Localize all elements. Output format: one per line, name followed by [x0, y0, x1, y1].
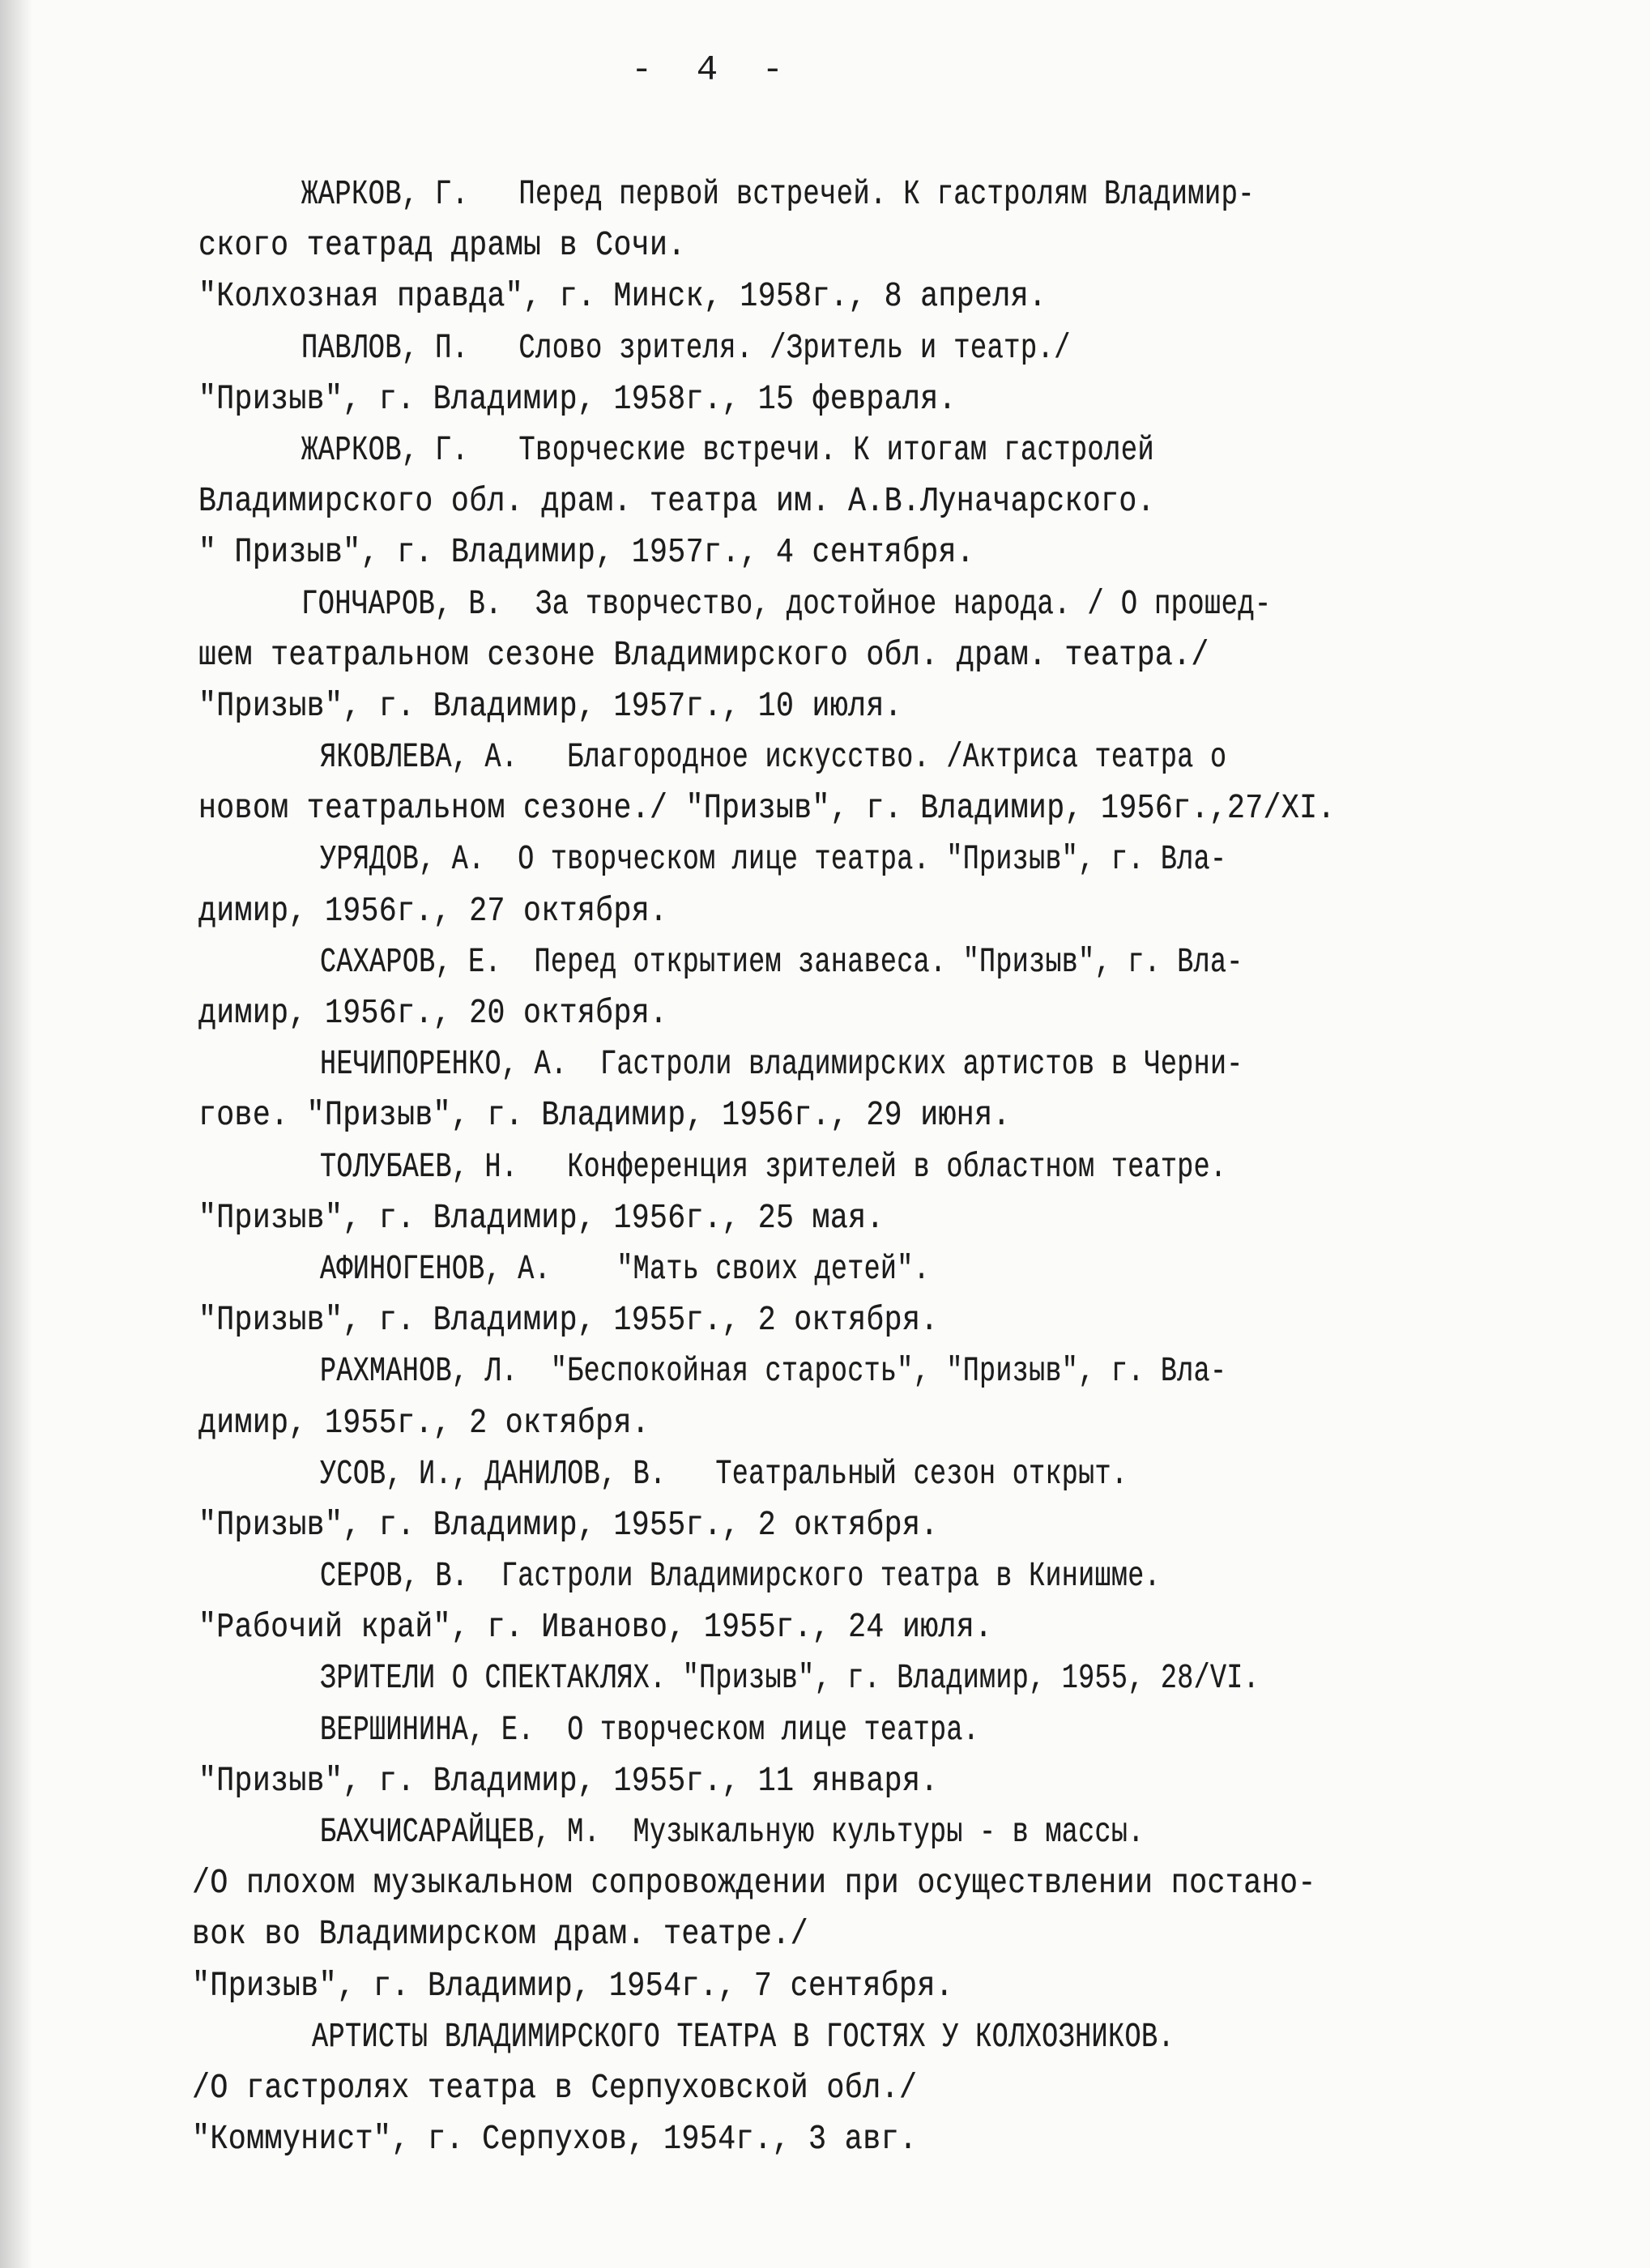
- text-line: УСОВ, И., ДАНИЛОВ, В. Театральный сезон открыт.: [320, 1453, 1128, 1494]
- bibliography-list: [0, 168, 1650, 2164]
- text-line: ВЕРШИНИНА, Е. О творческом лице театра.: [320, 1709, 980, 1750]
- text-line: РАХМАНОВ, Л. "Беспокойная старость", "Призыв", г. Вла-: [320, 1351, 1227, 1392]
- text-line: "Призыв", г. Владимир, 1958г., 15 февраля.: [198, 378, 957, 419]
- text-line: УРЯДОВ, А. О творческом лице театра. "Призыв", г. Вла-: [320, 839, 1227, 880]
- text-line: ГОНЧАРОВ, В. За творчество, достойное народа. / О прошед-: [301, 583, 1272, 624]
- text-line: "Рабочий край", г. Иваново, 1955г., 24 июля.: [198, 1607, 993, 1648]
- text-line: ЗРИТЕЛИ О СПЕКТАКЛЯХ. "Призыв", г. Владимир, 1955, 28/VI.: [320, 1658, 1260, 1699]
- text-line: гове. "Призыв", г. Владимир, 1956г., 29 июня.: [198, 1095, 1011, 1136]
- text-line: димир, 1956г., 20 октября.: [198, 993, 668, 1033]
- page-number: - 4 -: [630, 50, 795, 91]
- text-line: ЖАРКОВ, Г. Творческие встречи. К итогам гастролей: [301, 429, 1154, 470]
- text-line: "Призыв", г. Владимир, 1955г., 2 октября.: [198, 1504, 939, 1545]
- text-line: СЕРОВ, В. Гастроли Владимирского театра в Кинишме.: [320, 1556, 1161, 1597]
- text-line: ЯКОВЛЕВА, А. Благородное искусство. /Актриса театра о: [320, 737, 1227, 778]
- text-line: ТОЛУБАЕВ, Н. Конференция зрителей в областном театре.: [320, 1146, 1227, 1187]
- text-line: БАХЧИСАРАЙЦЕВ, М. Музыкальную культуры - в массы.: [320, 1812, 1145, 1852]
- text-line: " Призыв", г. Владимир, 1957г., 4 сентября.: [198, 532, 975, 573]
- text-line: "Призыв", г. Владимир, 1955г., 2 октября.: [198, 1300, 939, 1341]
- text-line: ПАВЛОВ, П. Слово зрителя. /Зритель и театр./: [301, 327, 1071, 368]
- text-line: /О плохом музыкальном сопровождении при осуществлении постано-: [192, 1863, 1316, 1904]
- text-line: НЕЧИПОРЕНКО, А. Гастроли владимирских артистов в Черни-: [320, 1044, 1243, 1085]
- text-line: шем театральном сезоне Владимирского обл. драм. театра./: [198, 634, 1209, 675]
- text-line: АРТИСТЫ ВЛАДИМИРСКОГО ТЕАТРА В ГОСТЯХ У КОЛХОЗНИКОВ.: [312, 2016, 1175, 2057]
- text-line: димир, 1955г., 2 октября.: [198, 1402, 650, 1443]
- text-line: "Колхозная правда", г. Минск, 1958г., 8 апреля.: [198, 276, 1047, 317]
- text-line: "Призыв", г. Владимир, 1954г., 7 сентября.: [192, 1965, 954, 2006]
- text-line: ского театрад драмы в Сочи.: [198, 225, 686, 266]
- text-line: Владимирского обл. драм. театра им. А.В.Луначарского.: [198, 481, 1155, 522]
- text-line: ЖАРКОВ, Г. Перед первой встречей. К гастролям Владимир-: [301, 174, 1255, 214]
- text-line: "Призыв", г. Владимир, 1956г., 25 мая.: [198, 1197, 885, 1238]
- text-line: "Коммунист", г. Серпухов, 1954г., 3 авг.: [192, 2119, 918, 2159]
- text-line: /О гастролях театра в Серпуховской обл./: [192, 2067, 918, 2108]
- text-line: САХАРОВ, Е. Перед открытием занавеса. "Призыв", г. Вла-: [320, 941, 1243, 982]
- text-line: АФИНОГЕНОВ, А. "Мать своих детей".: [320, 1248, 930, 1289]
- text-line: вок во Владимирском драм. театре./: [192, 1914, 809, 1955]
- text-line: "Призыв", г. Владимир, 1957г., 10 июля.: [198, 685, 902, 726]
- text-line: "Призыв", г. Владимир, 1955г., 11 января.: [198, 1760, 939, 1801]
- text-line: димир, 1956г., 27 октября.: [198, 890, 668, 931]
- text-line: новом театральном сезоне./ "Призыв", г. Владимир, 1956г.,27/XI.: [198, 788, 1336, 829]
